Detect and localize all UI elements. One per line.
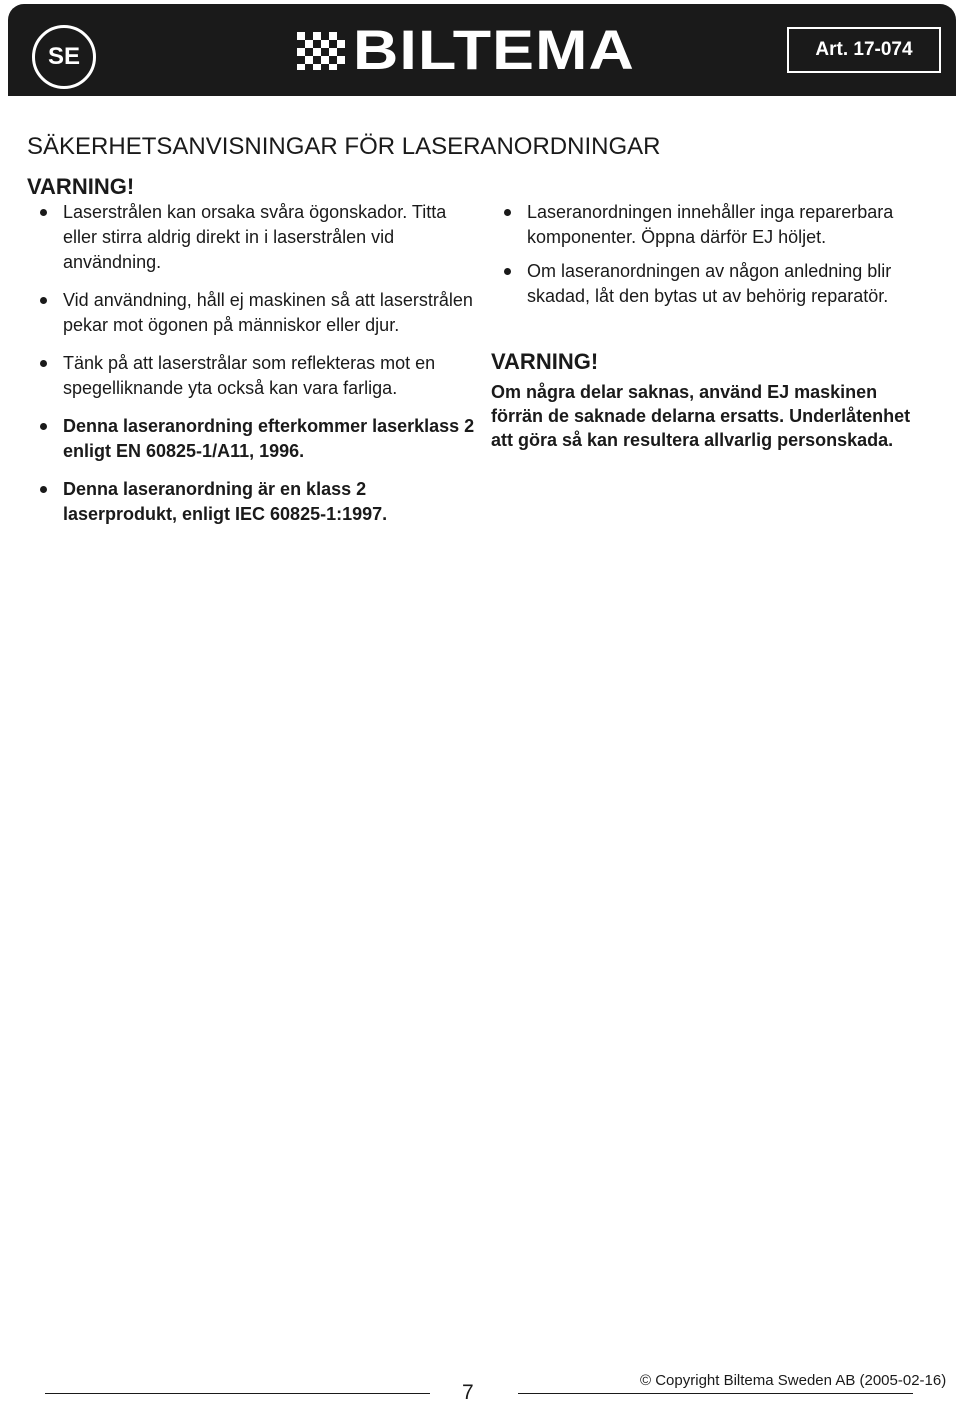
bullet-icon xyxy=(40,423,47,430)
list-item: Denna laseranordning är en klass 2 laserprodukt, enligt IEC 60825-1:1997. xyxy=(27,477,477,527)
list-item: Laserstrålen kan orsaka svåra ögonskador. Titta eller stirra aldrig direkt in i laserstrålen vid användning. xyxy=(27,200,477,275)
list-item: Tänk på att laserstrålar som reflekteras mot en spegelliknande yta också kan vara farliga. xyxy=(27,351,477,401)
bullet-icon xyxy=(504,209,511,216)
list-item: Om laseranordningen av någon anledning blir skadad, låt den bytas ut av behörig reparatör. xyxy=(491,259,931,309)
list-item: Denna laseranordning efterkommer laserklass 2 enligt EN 60825-1/A11, 1996. xyxy=(27,414,477,464)
checkered-flag-icon xyxy=(293,28,349,72)
copyright-notice: © Copyright Biltema Sweden AB (2005-02-16) xyxy=(640,1372,947,1389)
warning-heading-left: VARNING! xyxy=(27,174,135,199)
language-badge: SE xyxy=(32,25,96,89)
article-number: Art. 17-074 xyxy=(787,27,941,73)
warning-heading-right: VARNING! xyxy=(491,349,599,374)
bullet-icon xyxy=(40,360,47,367)
brand-logo xyxy=(293,18,635,81)
brand-name: BILTEMA xyxy=(353,18,635,81)
header-bar xyxy=(8,4,956,96)
page-title: SÄKERHETSANVISNINGAR FÖR LASERANORDNINGAR xyxy=(27,133,661,160)
list-item: Vid användning, håll ej maskinen så att laserstrålen pekar mot ögonen på människor eller djur. xyxy=(27,288,477,338)
bullet-icon xyxy=(40,209,47,216)
bullet-icon xyxy=(40,297,47,304)
list-item: Laseranordningen innehåller inga reparerbara komponenter. Öppna därför EJ höljet. xyxy=(491,200,931,250)
footer-divider-left xyxy=(45,1393,430,1394)
bullet-icon xyxy=(504,268,511,275)
footer-divider-right xyxy=(518,1393,913,1394)
bullet-icon xyxy=(40,486,47,493)
safety-list-right xyxy=(491,200,931,318)
safety-list-left xyxy=(27,200,477,540)
page-number: 7 xyxy=(462,1381,474,1404)
warning-text: Om några delar saknas, använd EJ maskinen förrän de saknade delarna ersatts. Underlåtenhet att göra så kan resultera allvarlig personskada. xyxy=(491,382,911,450)
